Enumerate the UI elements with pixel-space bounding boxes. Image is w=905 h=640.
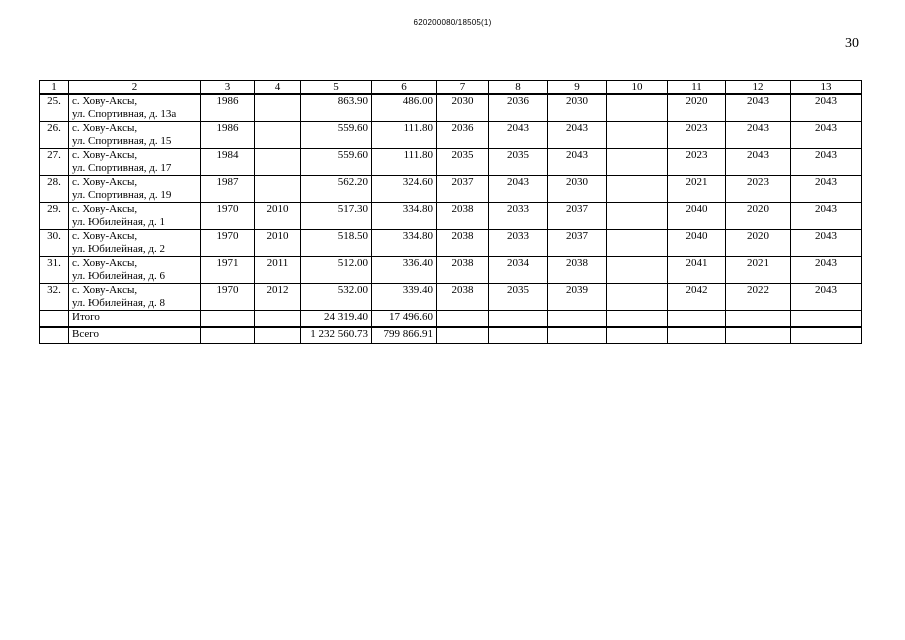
- address-cell: [69, 176, 201, 203]
- address-cell: [69, 203, 201, 230]
- totals-area: 1 232 560.73: [301, 327, 372, 344]
- living-area-cell: 111.80: [372, 149, 437, 176]
- living-area-cell: 339.40: [372, 284, 437, 311]
- address-line-2: ул. Спортивная, д. 17: [72, 162, 172, 174]
- year-cell: 2035: [437, 149, 489, 176]
- address-cell: [69, 284, 201, 311]
- header-cell: 7: [437, 81, 489, 95]
- table-row: [40, 122, 862, 149]
- address-line-2: ул. Спортивная, д. 13а: [72, 108, 177, 120]
- header-cell: 8: [489, 81, 548, 95]
- year-cell: 2038: [548, 257, 607, 284]
- address-line-1: с. Хову-Аксы,: [72, 203, 138, 215]
- row-number: 27.: [40, 149, 69, 176]
- year-cell: 2043: [791, 94, 862, 122]
- empty-cell: [437, 327, 489, 344]
- year-cell: [607, 284, 668, 311]
- total-area-cell: 562.20: [301, 176, 372, 203]
- year-cell: 2043: [791, 284, 862, 311]
- year-cell: 2043: [489, 176, 548, 203]
- table-row: [40, 203, 862, 230]
- empty-cell: [489, 327, 548, 344]
- year-cell: 2036: [489, 94, 548, 122]
- year-cell: 2043: [726, 94, 791, 122]
- year-cell: 2020: [668, 94, 726, 122]
- year-built-cell: 1986: [201, 94, 255, 122]
- address-line-1: с. Хову-Аксы,: [72, 95, 138, 107]
- header-cell: 5: [301, 81, 372, 95]
- year-cell: 2043: [726, 149, 791, 176]
- housing-table: [39, 80, 862, 344]
- address-line-2: ул. Спортивная, д. 19: [72, 189, 172, 201]
- year-cell: 2042: [668, 284, 726, 311]
- year-cell: 2043: [791, 257, 862, 284]
- year-cell: [607, 176, 668, 203]
- address-line-1: с. Хову-Аксы,: [72, 284, 138, 296]
- year-cell: 2043: [548, 149, 607, 176]
- empty-cell: [201, 327, 255, 344]
- year-cell: 2043: [791, 176, 862, 203]
- year-cell: 2037: [437, 176, 489, 203]
- address-line-1: с. Хову-Аксы,: [72, 230, 138, 242]
- year-cell: [607, 257, 668, 284]
- year-built-cell: 1987: [201, 176, 255, 203]
- living-area-cell: 486.00: [372, 94, 437, 122]
- header-cell: 9: [548, 81, 607, 95]
- year-built-cell: 1986: [201, 122, 255, 149]
- empty-cell: [40, 311, 69, 328]
- year-renovated-cell: [255, 176, 301, 203]
- year-cell: 2043: [791, 149, 862, 176]
- totals-living-area: 17 496.60: [372, 311, 437, 328]
- year-cell: 2035: [489, 284, 548, 311]
- empty-cell: [607, 327, 668, 344]
- year-cell: 2021: [668, 176, 726, 203]
- year-cell: 2037: [548, 203, 607, 230]
- year-cell: 2020: [726, 203, 791, 230]
- year-renovated-cell: [255, 149, 301, 176]
- address-cell: [69, 94, 201, 122]
- year-cell: 2030: [548, 176, 607, 203]
- year-cell: [607, 122, 668, 149]
- table-row: [40, 94, 862, 122]
- year-renovated-cell: [255, 122, 301, 149]
- total-area-cell: 559.60: [301, 122, 372, 149]
- totals-living-area: 799 866.91: [372, 327, 437, 344]
- year-cell: 2030: [437, 94, 489, 122]
- year-cell: 2033: [489, 203, 548, 230]
- living-area-cell: 334.80: [372, 203, 437, 230]
- address-line-1: с. Хову-Аксы,: [72, 149, 138, 161]
- header-cell: 2: [69, 81, 201, 95]
- year-built-cell: 1971: [201, 257, 255, 284]
- total-area-cell: 517.30: [301, 203, 372, 230]
- year-built-cell: 1970: [201, 284, 255, 311]
- year-cell: 2038: [437, 203, 489, 230]
- total-area-cell: 863.90: [301, 94, 372, 122]
- year-cell: 2043: [791, 203, 862, 230]
- year-renovated-cell: [255, 94, 301, 122]
- empty-cell: [255, 311, 301, 328]
- header-cell: 13: [791, 81, 862, 95]
- empty-cell: [255, 327, 301, 344]
- year-cell: 2023: [668, 122, 726, 149]
- year-renovated-cell: 2010: [255, 230, 301, 257]
- address-cell: [69, 257, 201, 284]
- total-area-cell: 512.00: [301, 257, 372, 284]
- address-line-1: с. Хову-Аксы,: [72, 122, 138, 134]
- year-cell: 2038: [437, 284, 489, 311]
- year-cell: 2020: [726, 230, 791, 257]
- row-number: 30.: [40, 230, 69, 257]
- year-cell: 2023: [726, 176, 791, 203]
- document-id: 620200080/18505(1): [413, 18, 492, 27]
- header-cell: 11: [668, 81, 726, 95]
- header-cell: 6: [372, 81, 437, 95]
- year-built-cell: 1984: [201, 149, 255, 176]
- header-cell: 3: [201, 81, 255, 95]
- empty-cell: [607, 311, 668, 328]
- address-line-2: ул. Юбилейная, д. 1: [72, 216, 165, 228]
- year-cell: [607, 94, 668, 122]
- header-row: [40, 81, 862, 95]
- year-cell: 2041: [668, 257, 726, 284]
- empty-cell: [791, 311, 862, 328]
- year-renovated-cell: 2012: [255, 284, 301, 311]
- empty-cell: [201, 311, 255, 328]
- year-cell: 2038: [437, 230, 489, 257]
- totals-area: 24 319.40: [301, 311, 372, 328]
- totals-row-vsego: [40, 327, 862, 344]
- year-cell: 2039: [548, 284, 607, 311]
- year-built-cell: 1970: [201, 203, 255, 230]
- address-line-1: с. Хову-Аксы,: [72, 257, 138, 269]
- empty-cell: [40, 327, 69, 344]
- totals-label: Всего: [69, 327, 201, 344]
- table-row: [40, 176, 862, 203]
- year-cell: 2034: [489, 257, 548, 284]
- empty-cell: [668, 311, 726, 328]
- year-cell: 2021: [726, 257, 791, 284]
- row-number: 26.: [40, 122, 69, 149]
- header-cell: 10: [607, 81, 668, 95]
- year-cell: 2033: [489, 230, 548, 257]
- header-cell: 1: [40, 81, 69, 95]
- row-number: 29.: [40, 203, 69, 230]
- year-cell: [607, 149, 668, 176]
- empty-cell: [668, 327, 726, 344]
- row-number: 32.: [40, 284, 69, 311]
- living-area-cell: 336.40: [372, 257, 437, 284]
- table-row: [40, 149, 862, 176]
- living-area-cell: 334.80: [372, 230, 437, 257]
- year-cell: 2035: [489, 149, 548, 176]
- totals-label: Итого: [69, 311, 201, 328]
- year-built-cell: 1970: [201, 230, 255, 257]
- row-number: 31.: [40, 257, 69, 284]
- row-number: 28.: [40, 176, 69, 203]
- address-line-2: ул. Юбилейная, д. 2: [72, 243, 165, 255]
- year-cell: 2030: [548, 94, 607, 122]
- address-line-2: ул. Юбилейная, д. 8: [72, 297, 165, 309]
- empty-cell: [437, 311, 489, 328]
- year-cell: 2043: [489, 122, 548, 149]
- year-cell: 2022: [726, 284, 791, 311]
- empty-cell: [791, 327, 862, 344]
- address-line-1: с. Хову-Аксы,: [72, 176, 138, 188]
- year-cell: 2043: [548, 122, 607, 149]
- living-area-cell: 111.80: [372, 122, 437, 149]
- row-number: 25.: [40, 94, 69, 122]
- header-cell: 4: [255, 81, 301, 95]
- total-area-cell: 532.00: [301, 284, 372, 311]
- table-row: [40, 257, 862, 284]
- empty-cell: [726, 311, 791, 328]
- address-cell: [69, 149, 201, 176]
- year-renovated-cell: 2011: [255, 257, 301, 284]
- header-cell: 12: [726, 81, 791, 95]
- year-cell: [607, 203, 668, 230]
- totals-row-itogo: [40, 311, 862, 328]
- year-cell: 2040: [668, 203, 726, 230]
- page-number: 30: [845, 36, 859, 51]
- year-cell: 2043: [726, 122, 791, 149]
- address-line-2: ул. Спортивная, д. 15: [72, 135, 172, 147]
- year-cell: 2040: [668, 230, 726, 257]
- year-cell: [607, 230, 668, 257]
- total-area-cell: 518.50: [301, 230, 372, 257]
- year-cell: 2023: [668, 149, 726, 176]
- table-row: [40, 230, 862, 257]
- address-cell: [69, 230, 201, 257]
- year-cell: 2036: [437, 122, 489, 149]
- empty-cell: [726, 327, 791, 344]
- empty-cell: [489, 311, 548, 328]
- empty-cell: [548, 327, 607, 344]
- address-line-2: ул. Юбилейная, д. 6: [72, 270, 165, 282]
- year-cell: 2037: [548, 230, 607, 257]
- total-area-cell: 559.60: [301, 149, 372, 176]
- empty-cell: [548, 311, 607, 328]
- year-cell: 2038: [437, 257, 489, 284]
- living-area-cell: 324.60: [372, 176, 437, 203]
- table-row: [40, 284, 862, 311]
- year-cell: 2043: [791, 122, 862, 149]
- address-cell: [69, 122, 201, 149]
- year-renovated-cell: 2010: [255, 203, 301, 230]
- year-cell: 2043: [791, 230, 862, 257]
